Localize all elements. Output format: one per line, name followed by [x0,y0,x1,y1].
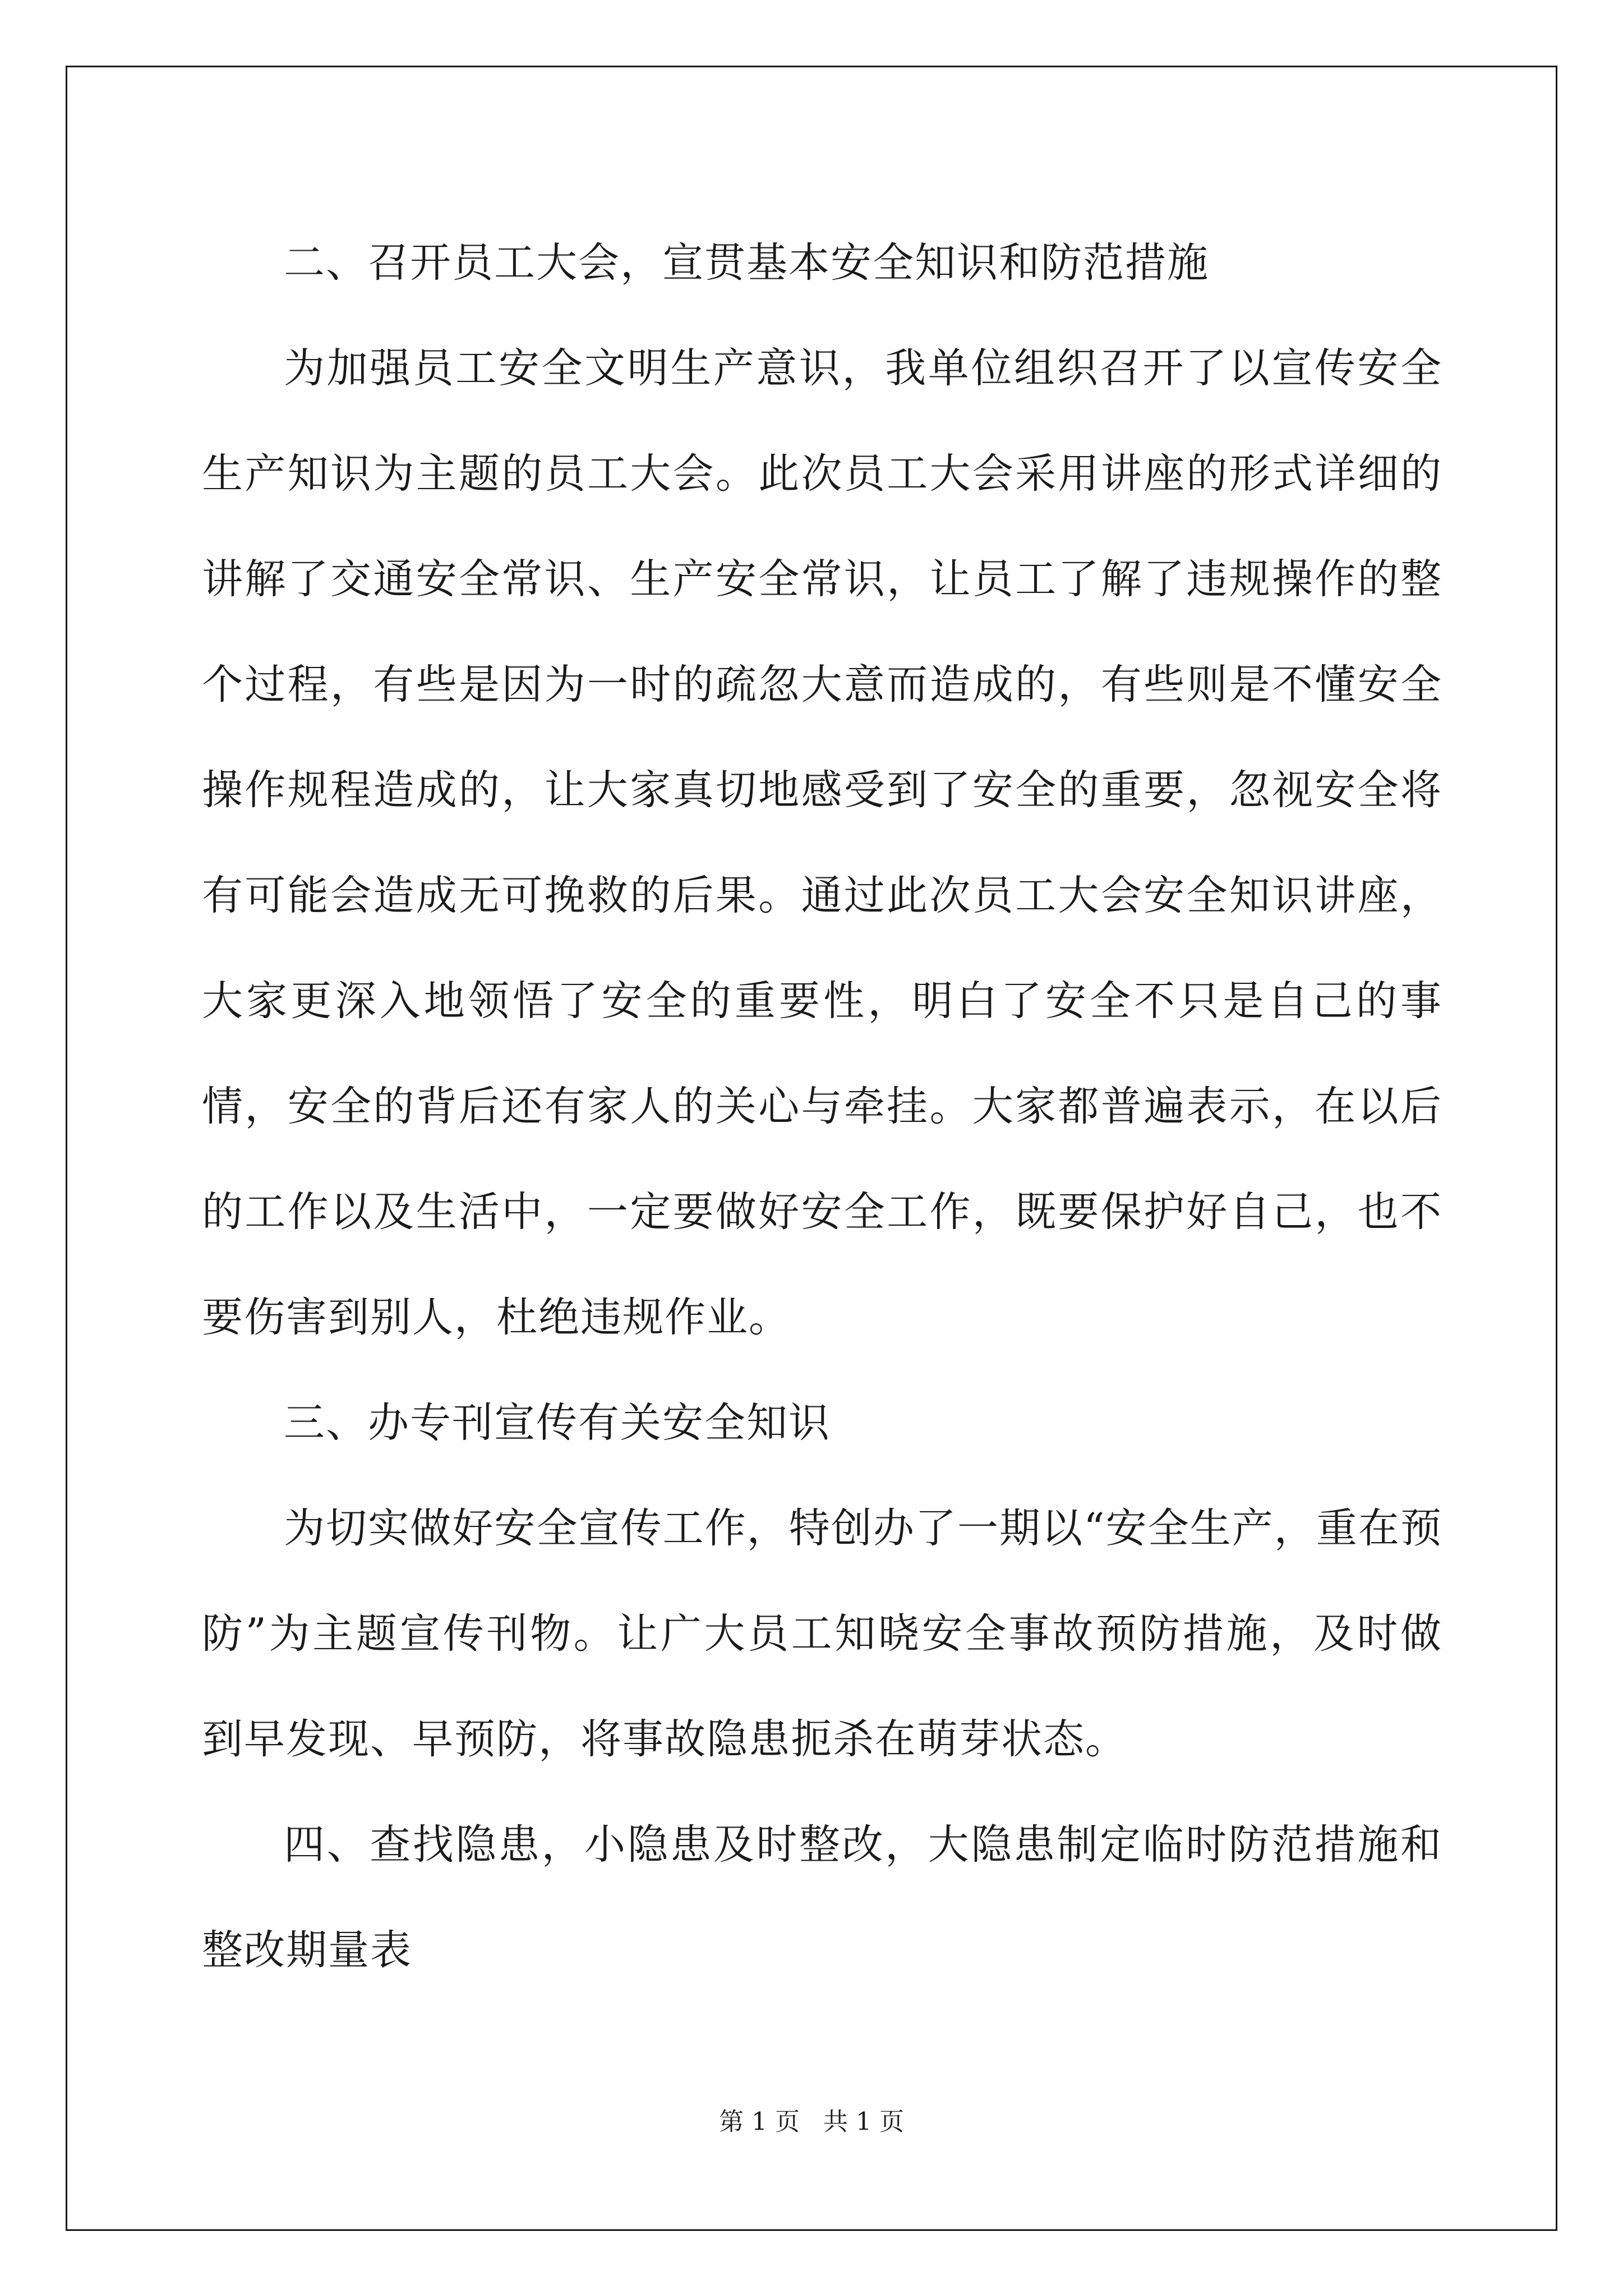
section-heading-4: 四、查找隐患，小隐患及时整改，大隐患制定临时防范措施和整改期量表 [202,1821,1442,1974]
paragraph-staff-meeting: 为加强员工安全文明生产意识，我单位组织召开了以宣传安全生产知识为主题的员工大会。此次员工大会采用讲座的形式详细的讲解了交通安全常识、生产安全常识，让员工了解了违规操作的整个过程，有些是因为一时的疏忽大意而造成的，有些则是不懂安全操作规程造成的，让大家真切地感受到了安全的重要，忽视安全将有可能会造成无可挽救的后果。通过此次员工大会安全知识讲座，大家更深入地领悟了安全的重要性，明白了安全不只是自己的事情，安全的背后还有家人的关心与牵挂。大家都普遍表示，在以后的工作以及生活中，一定要做好安全工作，既要保护好自己，也不要伤害到别人，杜绝违规作业。 [202,344,1442,1341]
document-body [202,210,1442,2003]
section-heading-3: 三、办专刊宣传有关安全知识 [284,1399,831,1447]
paragraph-special-issue: 为切实做好安全宣传工作，特创办了一期以“安全生产，重在预防”为主题宣传刊物。让广大员工知晓安全事故预防措施，及时做到早发现、早预防，将事故隐患扼杀在萌芽状态。 [202,1504,1442,1763]
page-number-footer: 第 1 页 共 1 页 [719,2108,904,2136]
section-heading-2: 二、召开员工大会，宣贯基本安全知识和防范措施 [284,239,1209,287]
